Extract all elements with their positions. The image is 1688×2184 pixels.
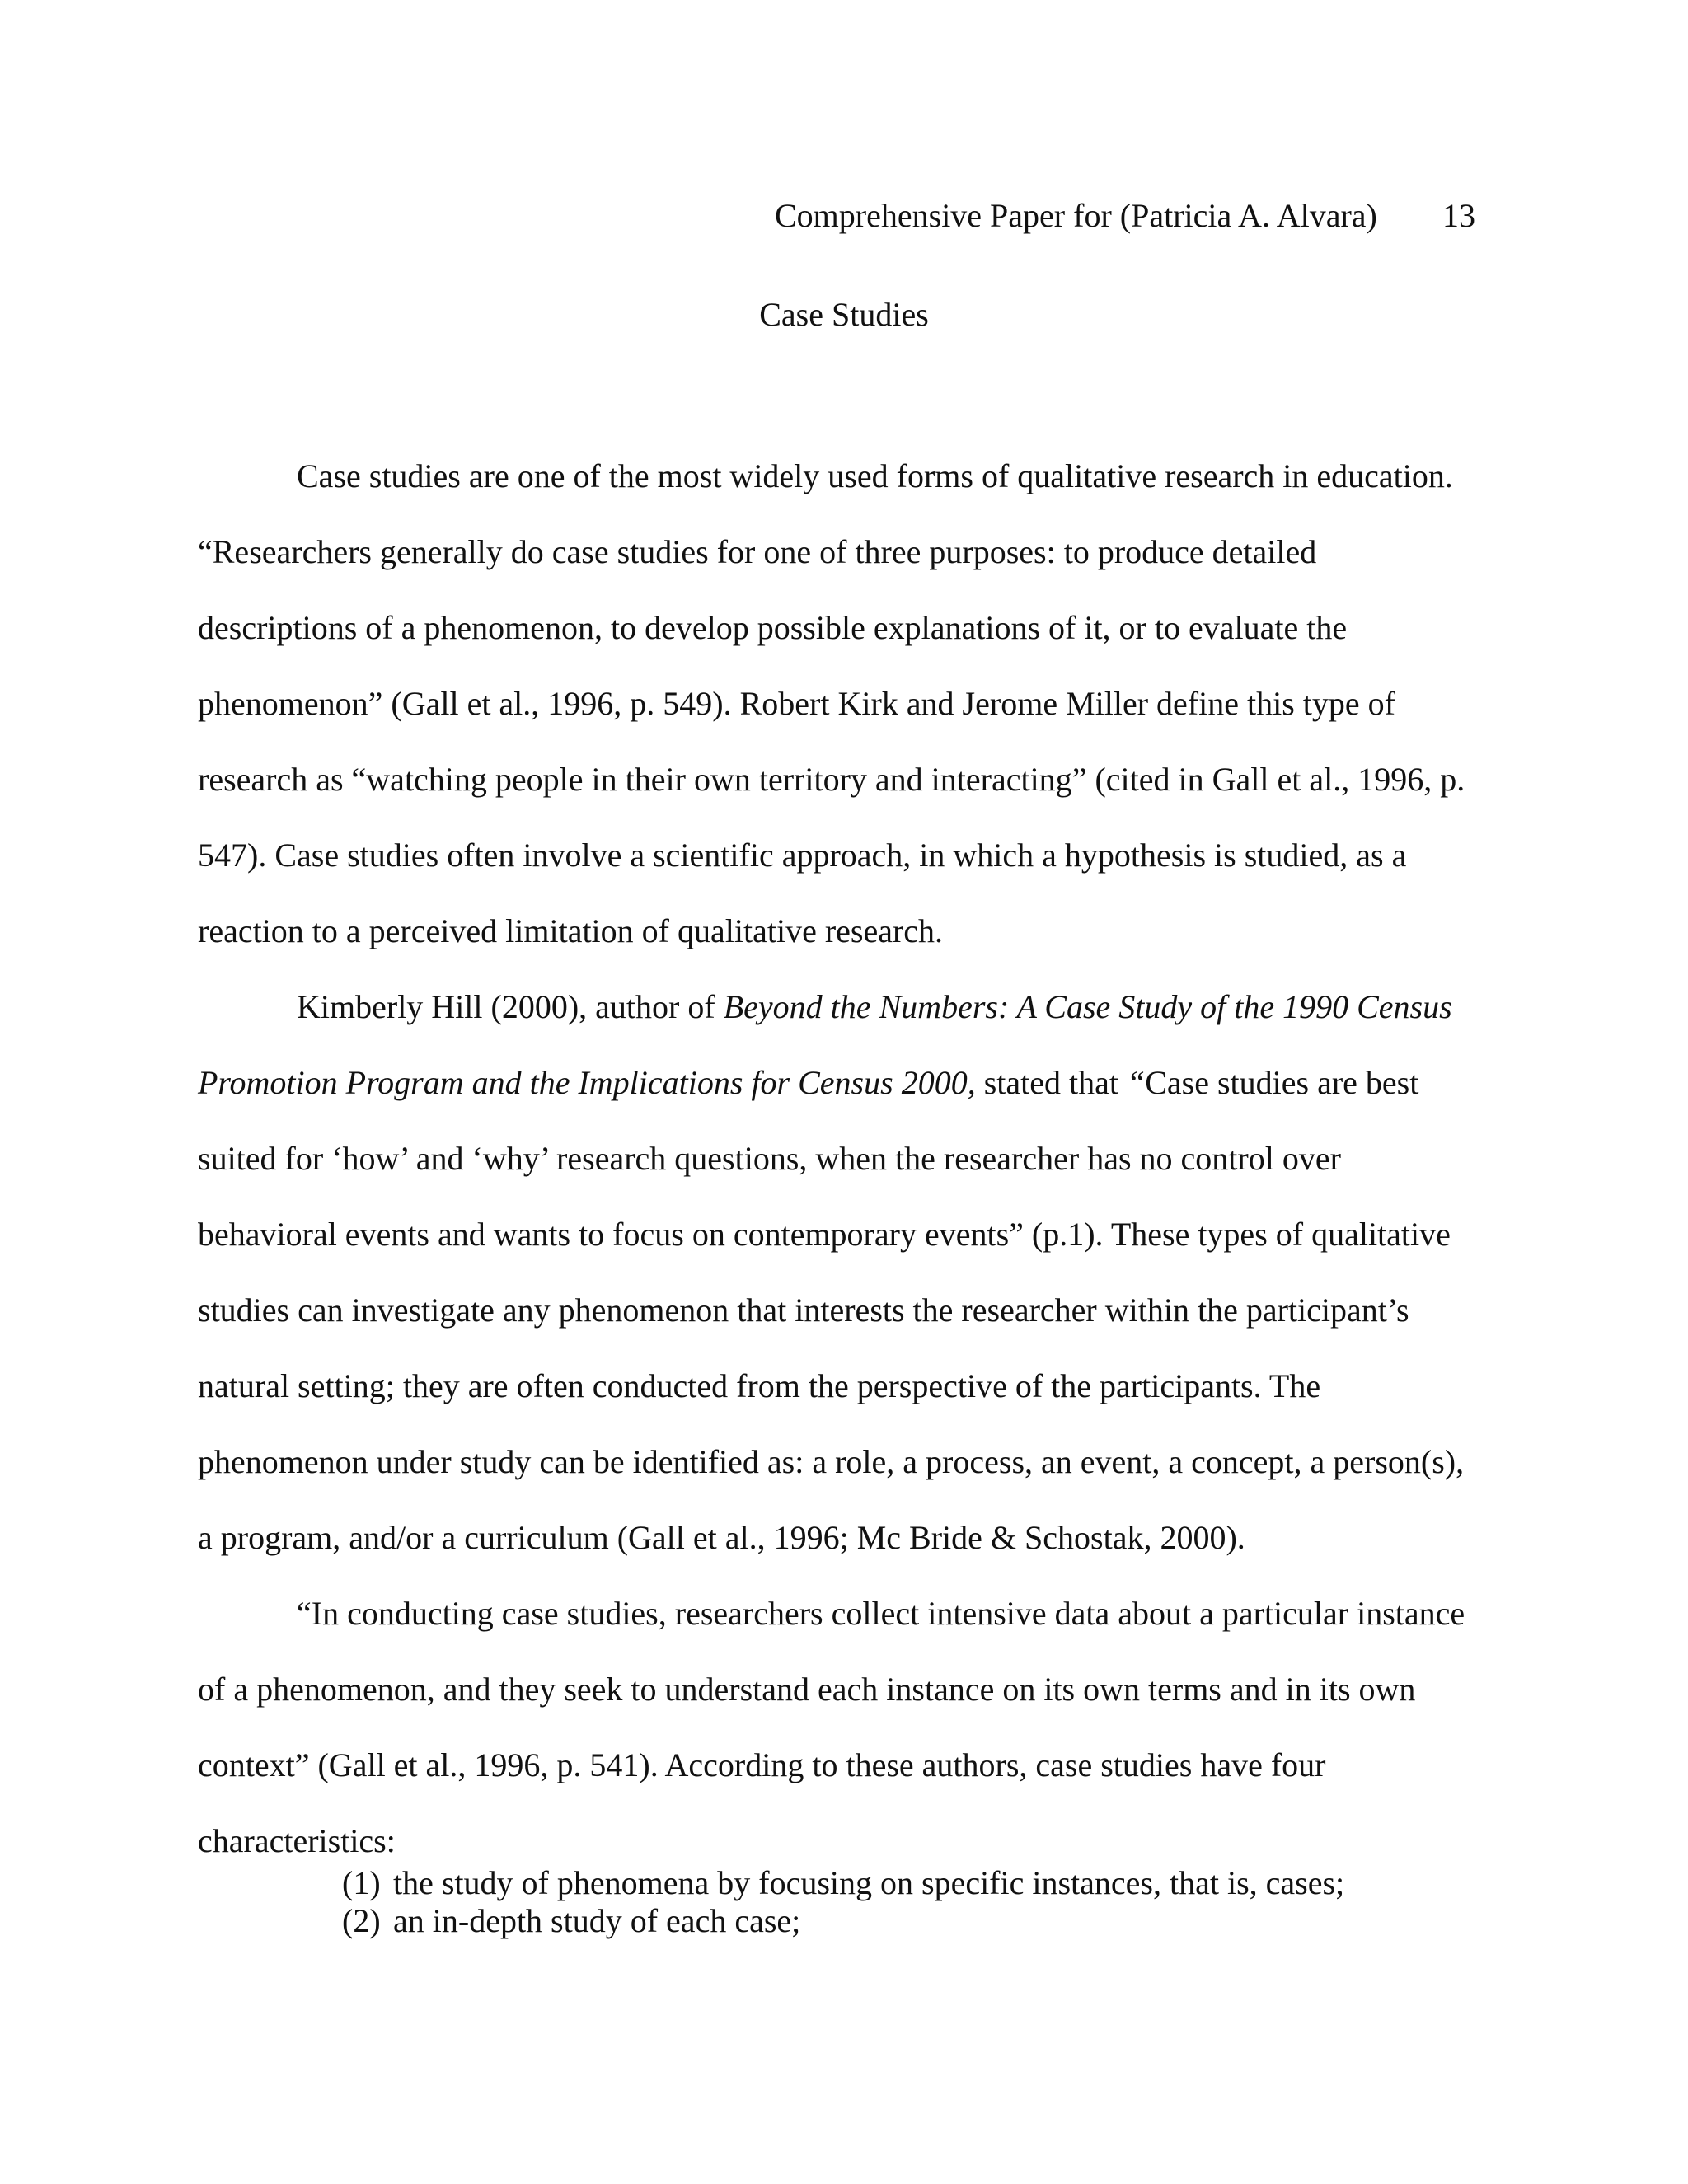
- paragraph-1: Case studies are one of the most widely used forms of qualitative research in education. “Researchers generally do case studies for one of three purposes: to produce detailed descriptions of a phenomenon, to develop possible explanations of it, or to evaluate the phenomenon” (Gall et al., 1996, p. 549). Robert Kirk and Jerome Miller define this type of research as “watching people in their own territory and interacting” (cited in Gall et al., 1996, p. 547). Case studies often involve a scientific approach, in which a hypothesis is studied, as a reaction to a perceived limitation of qualitative research.: [198, 457, 1465, 949]
- paragraph-2-mid: stated that: [975, 1064, 1127, 1101]
- quote-open-mark: “: [1126, 1064, 1146, 1101]
- running-head-text: Comprehensive Paper for (Patricia A. Alvara): [775, 197, 1377, 234]
- page-number: 13: [1442, 197, 1475, 234]
- list-item: [342, 1864, 1496, 1902]
- paragraph-2-lead: Kimberly Hill (2000), author of: [297, 988, 724, 1025]
- list-item-text: the study of phenomena by focusing on specific instances, that is, cases;: [393, 1864, 1345, 1901]
- running-head: [775, 196, 1484, 236]
- body-text: [198, 438, 1467, 1879]
- paragraph-2-rest: Case studies are best suited for ‘how’ and ‘why’ research questions, when the researcher has no control over behavioral events and wants to focus on contemporary events” (p.1). These types of qualitative studies can investigate any phenomenon that interests the researcher within the participant’s natural setting; they are often conducted from the perspective of the participants. The phenomenon under study can be identified as: a role, a process, an event, a concept, a person(s), a program, and/or a curriculum (Gall et al., 1996; Mc Bride & Schostak, 2000).: [198, 1064, 1465, 1556]
- book-title: Beyond the Numbers: A Case Study of the 1990 Census Promotion Program and the Implications for Census 2000,: [198, 988, 1452, 1101]
- paragraph-3: “In conducting case studies, researchers collect intensive data about a particular instance of a phenomenon, and they seek to understand each instance on its own terms and in its own context” (Gall et al., 1996, p. 541). According to these authors, case studies have four characteristics:: [198, 1595, 1465, 1859]
- paragraph-2: [198, 969, 1467, 1576]
- characteristics-list: [342, 1864, 1496, 1940]
- list-item: [342, 1902, 1496, 1940]
- list-item-number: (1): [342, 1864, 381, 1901]
- section-title: Case Studies: [759, 296, 929, 333]
- list-item-text: an in-depth study of each case;: [393, 1902, 801, 1939]
- list-item-number: (2): [342, 1902, 381, 1939]
